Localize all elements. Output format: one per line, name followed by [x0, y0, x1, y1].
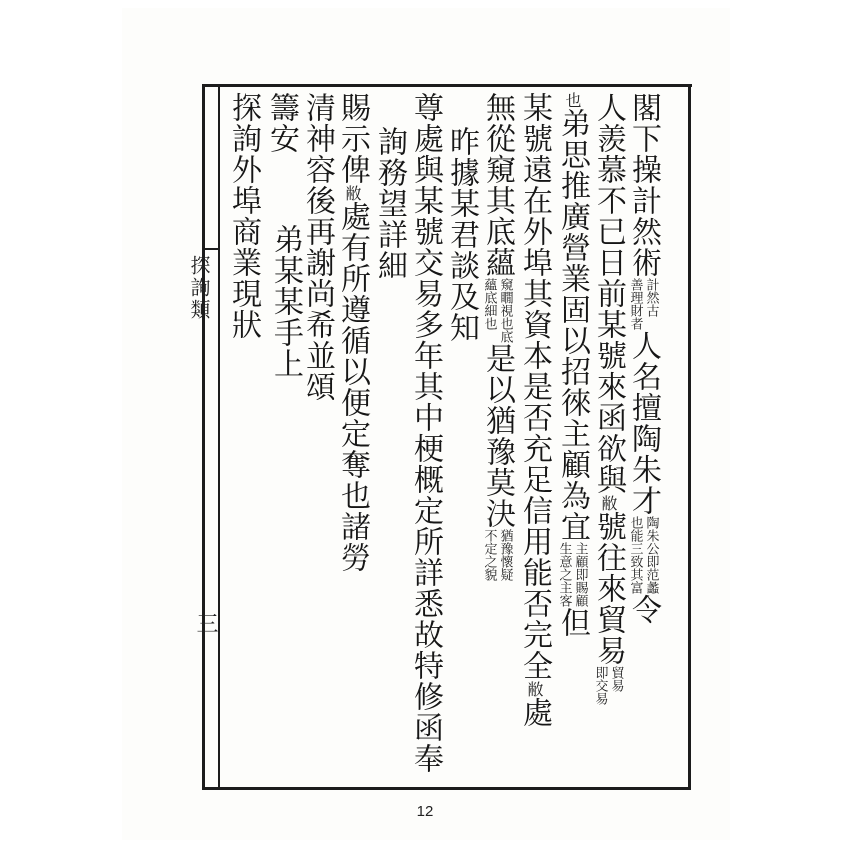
- text-column: [300, 92, 334, 402]
- frame-top-rule: [202, 84, 692, 87]
- main-text: 賜示俾: [335, 92, 370, 185]
- honorific-small-char: 敝: [343, 185, 362, 201]
- text-column: [372, 126, 406, 281]
- main-text: 昨據某君談及知: [444, 126, 479, 343]
- annotation: [628, 516, 659, 594]
- text-column: [268, 224, 302, 379]
- text-column: [591, 92, 625, 705]
- page-number: 12: [416, 803, 434, 820]
- text-column: [226, 92, 260, 340]
- annotation-right-line: 陶朱公即范蠡: [643, 516, 659, 594]
- main-text: 詢務望詳細: [372, 126, 407, 281]
- annotation-left-line: 不定之貌: [481, 529, 497, 581]
- annotation: [482, 278, 513, 343]
- annotation-right-line: 貿易: [608, 666, 624, 692]
- main-text: 尊處與某號交易多年其中梗概定所詳悉故特修函奉: [408, 92, 443, 774]
- frame-right-rule: [688, 84, 691, 790]
- frame-bottom-rule: [202, 787, 691, 790]
- main-text: 閣下操計然術: [626, 92, 661, 278]
- text-column: [480, 92, 514, 581]
- fold-margin-line: [205, 248, 219, 250]
- frame-left-inner-rule: [218, 84, 220, 790]
- annotation-left-line: 生意之主客: [556, 542, 572, 607]
- text-column: [626, 92, 660, 625]
- main-text: 弟某某手上: [268, 224, 303, 379]
- honorific-small-char: 也: [563, 92, 582, 108]
- annotation: [628, 278, 659, 330]
- main-text: 弟思推廣營業固以招徠主顧為宜: [555, 108, 590, 542]
- main-text: 籌安: [264, 92, 299, 154]
- category-label: 探詢類: [187, 255, 211, 321]
- annotation-right-line: 計然古: [643, 278, 659, 317]
- honorific-small-char: 敝: [525, 681, 544, 697]
- annotation-left-line: 蘊底細也: [481, 278, 497, 330]
- text-column: [408, 92, 442, 774]
- annotation: [557, 542, 588, 607]
- main-text: 但: [555, 607, 590, 638]
- annotation-left-line: 即交易: [592, 666, 608, 705]
- honorific-small-char: 敝: [599, 495, 618, 511]
- annotation: [482, 529, 513, 581]
- main-text: 人名: [626, 330, 661, 392]
- main-text: 是以猶豫莫決: [480, 343, 515, 529]
- text-column: [264, 92, 298, 154]
- annotation-right-line: 猶豫懷疑: [497, 529, 513, 581]
- text-column: [517, 92, 551, 728]
- main-text: 某號遠在外埠其資本是否充足信用能否完全: [517, 92, 552, 681]
- main-text: 探詢外埠商業現狀: [226, 92, 261, 340]
- annotation-left-line: 也能三致其富: [627, 516, 643, 594]
- annotation-right-line: 主顧即賜顧: [572, 542, 588, 607]
- leaf-number: 三: [193, 612, 218, 634]
- annotation-left-line: 善理財者: [627, 278, 643, 330]
- annotation: [593, 666, 624, 705]
- main-text: 擅陶朱才: [626, 392, 661, 516]
- text-column: [555, 92, 589, 638]
- frame-left-rule: [202, 84, 205, 790]
- main-text: 清神容後再謝尚希並頌: [300, 92, 335, 402]
- main-text: 令: [626, 594, 661, 625]
- main-text: 處有所遵循以便定奪也諸勞: [335, 201, 370, 573]
- main-text: 處: [517, 697, 552, 728]
- text-column: [444, 126, 478, 343]
- main-text: 無從窺其底蘊: [480, 92, 515, 278]
- main-text: 號往來貿易: [591, 511, 626, 666]
- annotation-right-line: 窺瞯視也底: [497, 278, 513, 343]
- text-column: [335, 92, 369, 573]
- main-text: 人羨慕不已日前某號來函欲與: [591, 92, 626, 495]
